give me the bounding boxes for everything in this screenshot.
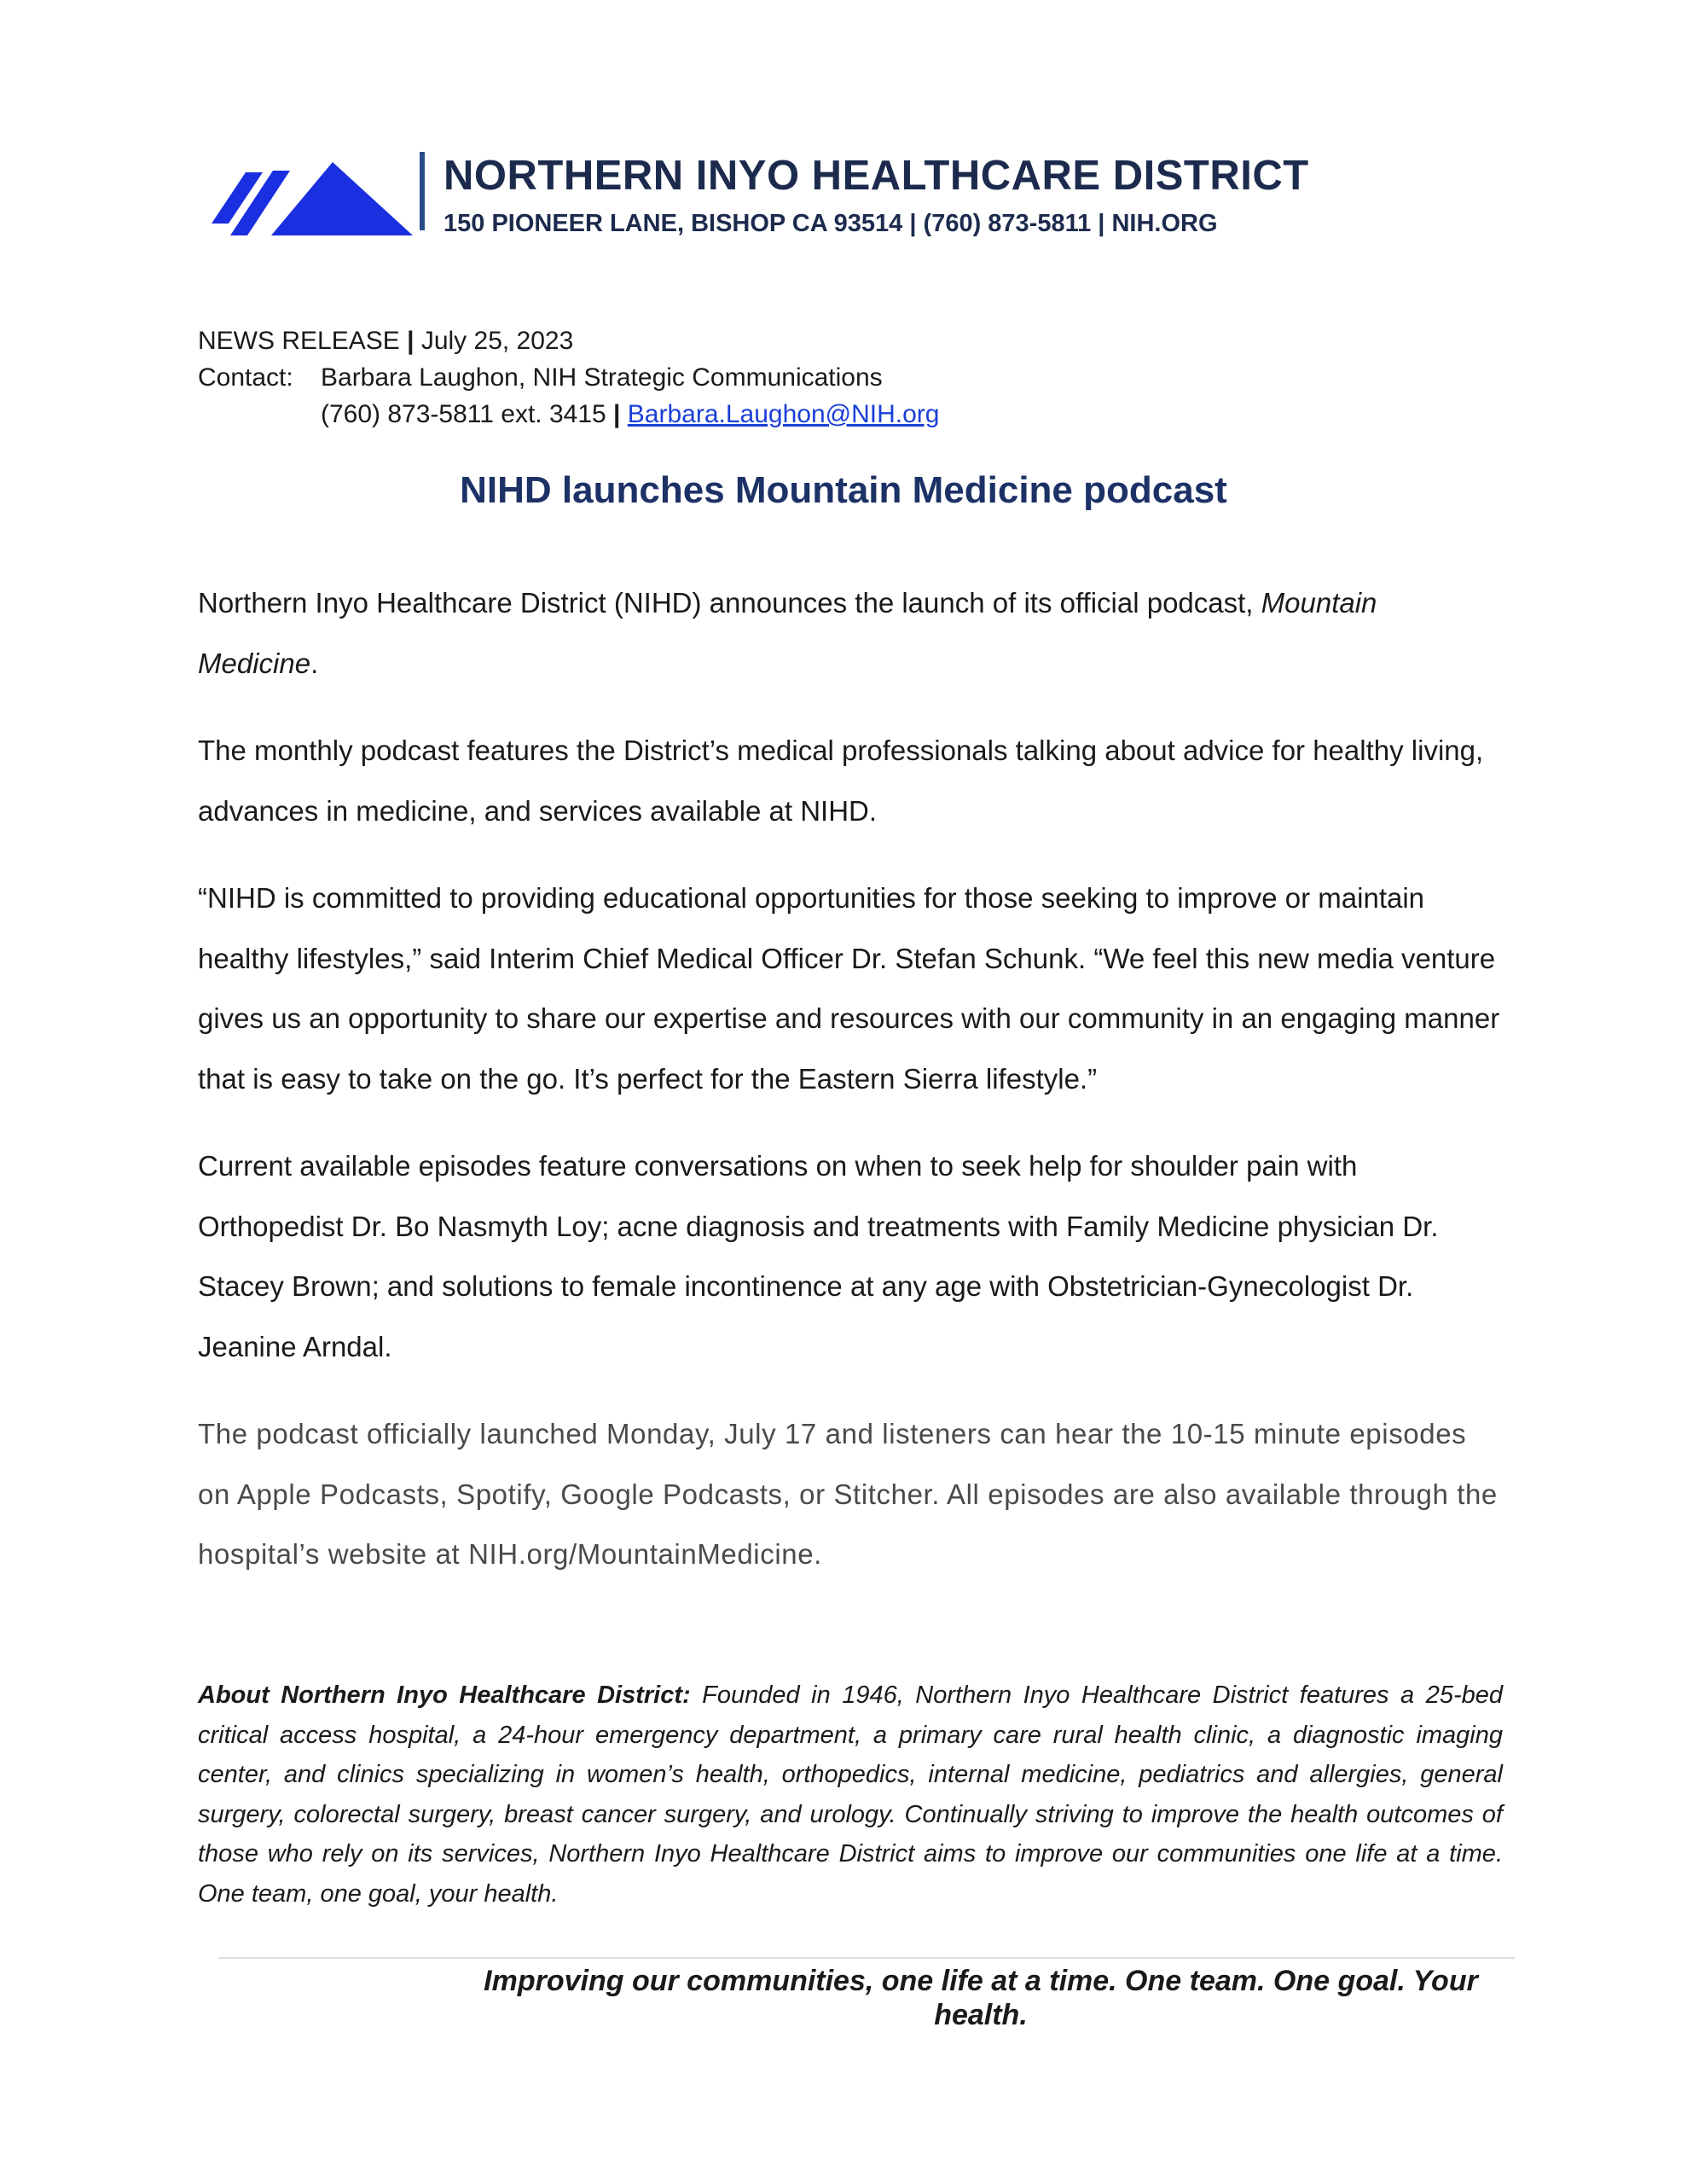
paragraph-2: The monthly podcast features the District’s medical professionals talking about advice for healthy living, advances in medicine, and services available at NIHD. — [198, 735, 1484, 827]
mountains-logo-icon — [212, 162, 413, 235]
release-meta — [198, 322, 939, 433]
about-section — [198, 1676, 1503, 1914]
paragraph-3: “NIHD is committed to providing educational opportunities for those seeking to improve or maintain healthy lifestyles,” said Interim Chief Medical Officer Dr. Stefan Schunk. “We feel this new media venture gives us an opportunity to share our expertise and resources with our community in an engaging manner that is easy to take on the go. It’s perfect for the Eastern Sierra lifestyle.” — [198, 882, 1500, 1095]
footer-divider — [218, 1957, 1515, 1959]
letterhead — [212, 150, 1491, 244]
paragraph-5: The podcast officially launched Monday, July 17 and listeners can hear the 10-15 minute episodes on Apple Podcasts, Spotify, Google Podcasts, or Stitcher. All episodes are also available through the hospital’s website at NIH.org/MountainMedicine. — [198, 1418, 1498, 1570]
contact-name: Barbara Laughon, NIH Strategic Communications — [321, 363, 883, 392]
body-text — [198, 573, 1503, 1612]
contact-email-link[interactable]: Barbara.Laughon@NIH.org — [627, 400, 940, 428]
contact-phone: (760) 873-5811 ext. 3415 — [321, 400, 606, 428]
release-label: NEWS RELEASE — [198, 327, 400, 355]
podcast-name: Mountain Medicine — [198, 587, 1377, 679]
org-address: 150 PIONEER LANE, BISHOP CA 93514 | (760) 873-5811 | NIH.ORG — [443, 210, 1218, 237]
logo-divider — [420, 152, 425, 230]
paragraph-1: Northern Inyo Healthcare District (NIHD) announces the launch of its official podcast, Mountain Medicine. — [198, 587, 1377, 679]
headline: NIHD launches Mountain Medicine podcast — [460, 469, 1227, 511]
about-text: Founded in 1946, Northern Inyo Healthcare District features a 25-bed critical access hospital, a 24-hour emergency department, a primary care rural health clinic, a diagnostic imaging center, and clinics specializing in women’s health, orthopedics, internal medicine, pediatrics and allergies, general surgery, colorectal surgery, breast cancer surgery, and urology. Continually striving to improve the health outcomes of those who rely on its services, Northern Inyo Healthcare District aims to improve our communities one life at a time. One team, one goal, your health. — [198, 1682, 1503, 1908]
release-date: July 25, 2023 — [420, 327, 574, 355]
separator: | — [613, 400, 621, 428]
paragraph-4: Current available episodes feature conversations on when to seek help for shoulder pain with Orthopedist Dr. Bo Nasmyth Loy; acne diagnosis and treatments with Family Medicine physician Dr. Stacey Brown; and solutions to female incontinence at any age with Obstetrician-Gynecologist Dr. Jeanine Arndal. — [198, 1150, 1439, 1362]
footer-tagline: Improving our communities, one life at a time. One team. One goal. Your health. — [484, 1965, 1478, 2031]
contact-label: Contact: — [198, 363, 293, 392]
contact-line — [198, 359, 939, 396]
about-label: About Northern Inyo Healthcare District: — [198, 1682, 691, 1709]
separator: | — [407, 327, 415, 355]
contact-details-line — [198, 396, 939, 433]
org-name: NORTHERN INYO HEALTHCARE DISTRICT — [443, 153, 1309, 199]
release-line — [198, 322, 939, 359]
